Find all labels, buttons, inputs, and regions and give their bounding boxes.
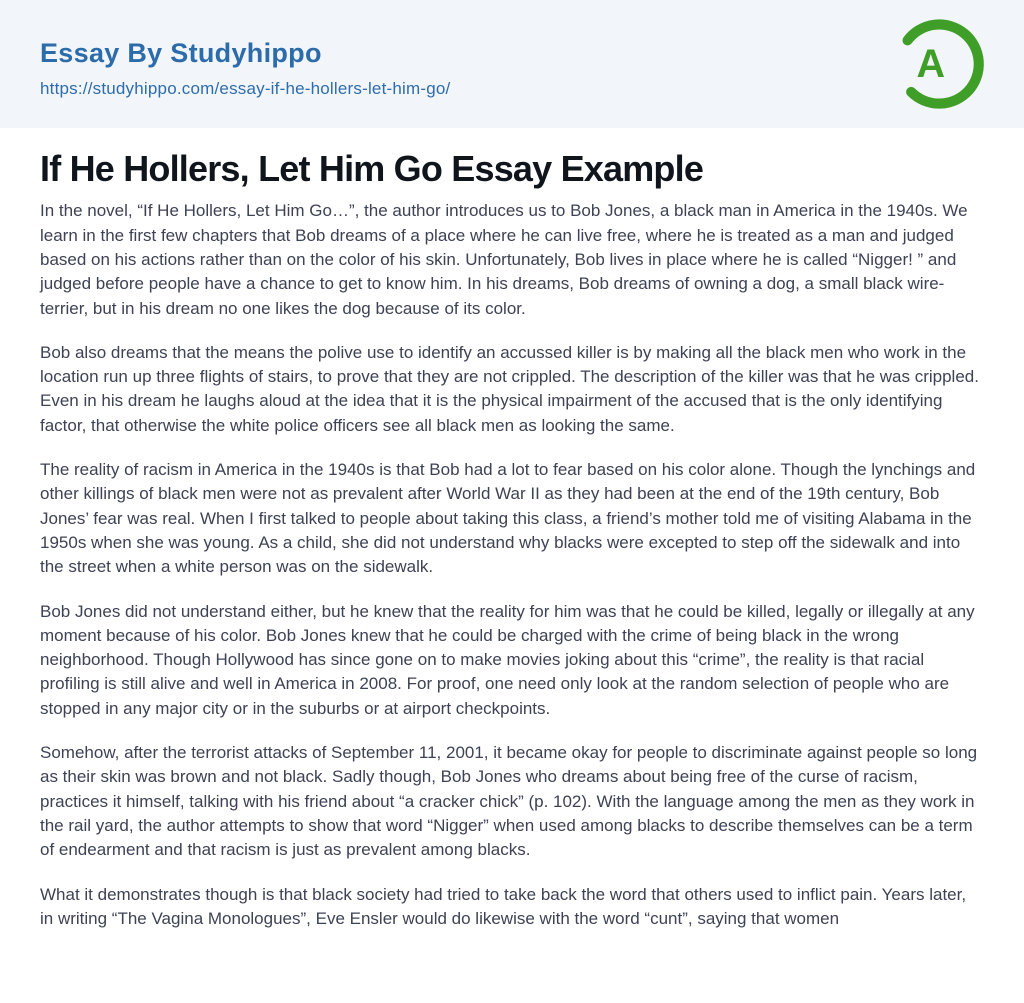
essay-paragraph: Bob also dreams that the means the polive use to identify an accussed killer is by making all the black men who work in the location run up three flights of stairs, to prove that they are not crippled. The description of the killer was that he was crippled. Even in his dream he laughs aloud at the idea that it is the physical impairment of the accused that is the only identifying factor, that otherwise the white police officers see all black men as looking the same. <box>40 342 979 435</box>
studyhippo-logo-icon[interactable] <box>894 18 986 110</box>
site-header <box>0 0 1024 128</box>
logo-letter: A <box>916 41 946 86</box>
essay-paragraph: Somehow, after the terrorist attacks of September 11, 2001, it became okay for people to discriminate against people so long as their skin was brown and not black. Sadly though, Bob Jones who dreams about being free of the curse of racism, practices it himself, talking with his friend about “a cracker chick” (p. 102). With the language among the men as they work in the rail yard, the author attempts to show that word “Nigger” when used among blacks to describe themselves can be a term of endearment and that racism is just as prevalent among blacks. <box>40 743 978 860</box>
header-text-block <box>40 29 450 98</box>
essay-paragraph: The reality of racism in America in the 1940s is that Bob had a lot to fear based on his color alone. Though the lynchings and other killings of black men were not as prevalent after World War II as they had been at the end of the 19th century, Bob Jones’ fear was real. When I first talked to people about taking this class, a friend’s mother told me of visiting Alabama in the 1950s when she was young. As a child, she did not understand why blacks were excepted to step off the sidewalk and into the street when a white person was on the sidewalk. <box>40 460 976 577</box>
essay-paragraph: What it demonstrates though is that black society had tried to take back the word that others used to inflict pain. Years later, in writing “The Vagina Monologues”, Eve Ensler would do likewise with the word “cunt”, saying that women <box>40 884 967 928</box>
article <box>0 128 1024 931</box>
essay-paragraph: In the novel, “If He Hollers, Let Him Go…”, the author introduces us to Bob Jones, a black man in America in the 1940s. We learn in the first few chapters that Bob dreams of a place where he can live free, where he is treated as a man and judged based on his actions rather than on the color of his skin. Unfortunately, Bob lives in place where he is called “Nigger! ” and judged before people have a chance to get to know him. In his dreams, Bob dreams of owning a dog, a small black wire-terrier, but in his dream no one likes the dog because of its color. <box>40 201 968 318</box>
essay-paragraph: Bob Jones did not understand either, but he knew that the reality for him was that he could be killed, legally or illegally at any moment because of his color. Bob Jones knew that he could be charged with the crime of being black in the wrong neighborhood. Though Hollywood has since gone on to make movies joking about this “crime”, the reality is that racial profiling is still alive and well in America in 2008. For proof, one need only look at the random selection of people who are stopped in any major city or in the suburbs or at airport checkpoints. <box>40 601 975 718</box>
article-body <box>40 199 984 931</box>
source-url-link[interactable]: https://studyhippo.com/essay-if-he-hollers-let-him-go/ <box>40 78 451 98</box>
site-title: Essay By Studyhippo <box>40 38 322 69</box>
article-title: If He Hollers, Let Him Go Essay Example <box>40 148 704 189</box>
